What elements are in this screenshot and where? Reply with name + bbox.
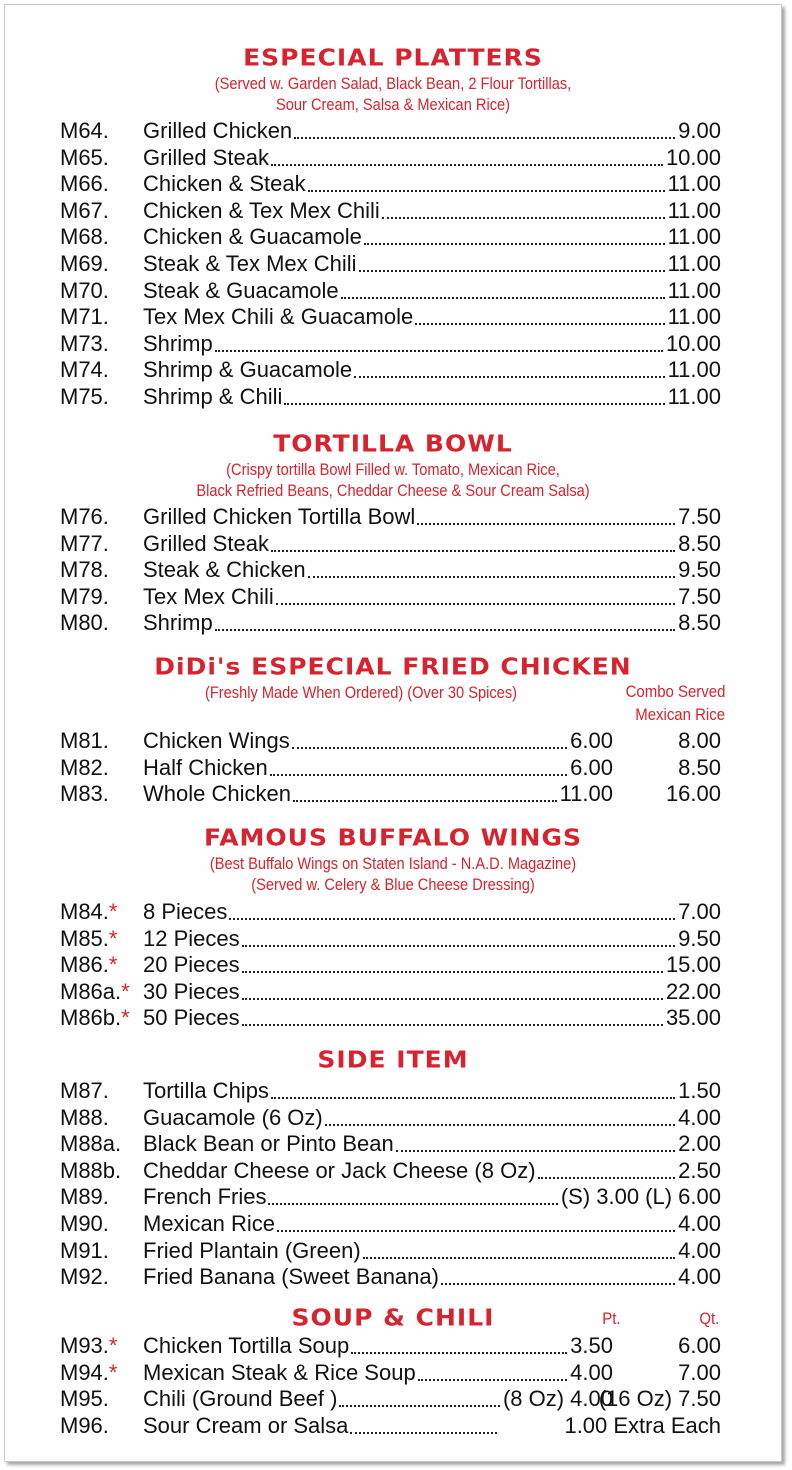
asterisk-mark: * [108,899,118,924]
item-code: M79. [60,583,109,609]
item-price: 11.00 [667,250,721,276]
item-name: 8 Pieces [143,899,228,924]
menu-item-row [5,198,781,225]
dot-leader [396,1150,675,1152]
item-price: 7.00 [678,899,721,924]
menu-item-row [5,1105,781,1132]
item-name: Mexican Steak & Rice Soup [143,1359,416,1385]
item-price: 2.00 [678,1131,721,1157]
item-price: 6.00 [570,728,613,753]
item-price: 11.00 [667,277,721,303]
menu-page [4,4,782,1462]
menu-item-row [5,926,781,953]
item-price: 11.00 [667,224,721,250]
item-name: Chili (Ground Beef ) [143,1386,338,1412]
item-code: M67. [60,197,109,223]
section-title: TORTILLA BOWL [273,430,513,457]
dot-leader [441,1283,675,1285]
item-name: 20 Pieces [143,952,240,978]
combo-price: 8.00 [678,728,721,753]
menu-item-row [5,1005,781,1032]
item-code: M88. [60,1104,109,1130]
menu-item-row [5,171,781,198]
item-name: Grilled Steak [143,144,269,170]
pint-price: 4.00 [570,1359,613,1385]
section-especial-platters [5,43,781,411]
dot-leader [418,1379,567,1381]
item-name: Black Bean or Pinto Bean [143,1131,394,1157]
item-code: M86b. [60,1005,122,1031]
item-code: M65. [60,144,109,170]
item-price: 8.50 [678,610,721,636]
menu-item-row [5,224,781,251]
item-name: Steak & Chicken [143,557,306,583]
item-code: M68. [60,224,109,250]
item-code: M84. [60,899,109,924]
dot-leader [339,1405,500,1407]
dot-leader [294,137,675,139]
item-code: M86a. [60,978,122,1004]
item-name: French Fries [143,1184,267,1210]
item-price: 4.00 [678,1210,721,1236]
item-name: Whole Chicken [143,781,291,807]
item-code: M83. [60,781,109,807]
item-price: 11.00 [667,357,721,383]
section-buffalo-wings [5,823,781,1032]
menu-item-row [5,1131,781,1158]
item-price: 10.00 [665,330,721,356]
item-code: M86. [60,952,109,978]
dot-leader [271,1097,675,1099]
section-title: SIDE ITEM [317,1046,469,1073]
item-code: M75. [60,383,109,409]
item-code: M89. [60,1184,109,1210]
menu-item-row [5,610,781,637]
menu-item-row [5,728,781,755]
item-name: 12 Pieces [143,925,240,951]
pint-price: (8 Oz) 4.00 [502,1386,613,1412]
menu-item-row [5,531,781,558]
asterisk-mark: * [121,1005,130,1031]
item-price: 6.00 [570,754,613,780]
menu-item-row [5,1158,781,1185]
dot-leader [350,1432,497,1434]
section-subtitle: Black Refried Beans, Cheddar Cheese & Sour Cream Salsa) [196,481,590,500]
quart-price: 7.00 [678,1359,721,1385]
menu-item-row [5,1078,781,1105]
item-code: M64. [60,118,109,143]
item-code: M91. [60,1237,109,1263]
menu-item-row [5,1333,781,1360]
section-subtitle: (Freshly Made When Ordered) (Over 30 Spices) [205,683,518,702]
menu-item-row [5,781,781,808]
item-name: Chicken & Guacamole [143,224,362,250]
menu-item-row [5,304,781,331]
dot-leader [284,403,664,405]
item-price: 35.00 [665,1005,721,1031]
item-price: 4.00 [678,1104,721,1130]
item-name: Fried Banana (Sweet Banana) [143,1264,439,1290]
item-name: Steak & Tex Mex Chili [143,250,357,276]
item-code: M93. [60,1333,109,1358]
item-price: 11.00 [667,304,721,330]
item-code: M92. [60,1264,109,1290]
section-soup-chili [5,1303,781,1439]
pint-header: Pt. [602,1309,621,1328]
item-code: M66. [60,171,109,197]
menu-item-row [5,755,781,782]
item-name: Tex Mex Chili [143,583,274,609]
section-subtitle: Sour Cream, Salsa & Mexican Rice) [275,95,511,114]
asterisk-mark: * [121,978,130,1004]
quart-price: 6.00 [678,1333,721,1358]
item-name: Tortilla Chips [143,1078,269,1103]
dot-leader [538,1177,676,1179]
section-subtitle: (Crispy tortilla Bowl Filled w. Tomato, Mexican Rice, [226,460,560,479]
item-price: 4.00 [678,1237,721,1263]
section-fried-chicken [5,652,781,808]
dot-leader [242,998,663,1000]
item-code: M82. [60,754,109,780]
dot-leader [308,190,665,192]
menu-item-row [5,1238,781,1265]
dot-leader [308,576,676,578]
quart-header: Qt. [699,1309,720,1328]
item-price: 10.00 [665,144,721,170]
section-subtitle: (Served w. Garden Salad, Black Bean, 2 Flour Tortillas, [214,74,572,93]
item-code: M77. [60,530,109,556]
item-price: 9.00 [678,118,721,143]
combo-price: 16.00 [665,781,721,807]
item-price: 11.00 [667,383,721,409]
dot-leader [277,1230,675,1232]
section-tortilla-bowl [5,429,781,637]
item-code: M78. [60,557,109,583]
item-code: M70. [60,277,109,303]
menu-item-row [5,1264,781,1291]
item-price: 11.00 [667,171,721,197]
dot-leader [415,323,664,325]
dot-leader [359,270,665,272]
item-code: M76. [60,504,109,529]
menu-item-row [5,1184,781,1211]
combo-price: 8.50 [678,754,721,780]
menu-item-row [5,1211,781,1238]
dot-leader [271,550,675,552]
menu-item-row [5,952,781,979]
menu-item-row [5,384,781,411]
item-price: 15.00 [665,952,721,978]
item-code: M85. [60,925,109,951]
dot-leader [215,629,675,631]
combo-header: Combo Served [625,682,725,701]
asterisk-mark: * [108,1333,118,1358]
quart-price: (16 Oz) 7.50 [598,1386,721,1412]
menu-item-row [5,278,781,305]
item-code: M95. [60,1386,109,1412]
pint-price: 3.50 [570,1333,613,1358]
item-price: 11.00 [667,197,721,223]
section-title: ESPECIAL PLATTERS [243,44,543,71]
menu-item-row [5,899,781,926]
asterisk-mark: * [108,1359,118,1385]
item-name: Chicken & Tex Mex Chili [143,197,380,223]
item-name: 30 Pieces [143,978,240,1004]
menu-item-row [5,557,781,584]
item-name: Shrimp [143,610,213,636]
item-price: 4.00 [678,1264,721,1290]
item-name: Grilled Chicken Tortilla Bowl [143,504,416,529]
item-code: M80. [60,610,109,636]
item-code: M69. [60,250,109,276]
item-code: M90. [60,1210,109,1236]
menu-item-row [5,979,781,1006]
item-name: Shrimp & Chili [143,383,283,409]
item-name: Shrimp [143,330,213,356]
menu-item-row [5,145,781,172]
dot-leader [417,523,675,525]
asterisk-mark: * [108,952,118,978]
menu-item-row [5,584,781,611]
dot-leader [325,1124,675,1126]
item-name: Chicken Wings [143,728,290,753]
item-name: 50 Pieces [143,1005,240,1031]
menu-item-row [5,504,781,531]
item-name: Fried Plantain (Green) [143,1237,361,1263]
menu-item-row [5,331,781,358]
item-name: Grilled Chicken [143,118,293,143]
item-code: M81. [60,728,109,753]
section-subtitle: (Best Buffalo Wings on Staten Island - N.A.D. Magazine) [209,854,577,873]
item-name: Chicken & Steak [143,171,306,197]
item-price: 7.50 [678,583,721,609]
dot-leader [215,350,663,352]
section-side-item [5,1045,781,1291]
item-name: Mexican Rice [143,1210,276,1236]
item-code: M88a. [60,1131,122,1157]
dot-leader [270,774,567,776]
item-name: Half Chicken [143,754,268,780]
item-price: 1.50 [678,1078,721,1103]
item-name: Chicken Tortilla Soup [143,1333,350,1358]
item-code: M88b. [60,1157,122,1183]
item-name: Grilled Steak [143,530,269,556]
item-name: Sour Cream or Salsa [143,1412,349,1438]
item-name: Shrimp & Guacamole [143,357,353,383]
dot-leader [292,747,567,749]
section-subtitle: (Served w. Celery & Blue Cheese Dressing) [251,875,535,894]
dot-leader [242,945,676,947]
menu-item-row [5,1386,781,1413]
item-price: 22.00 [665,978,721,1004]
menu-item-row [5,1360,781,1387]
quart-price: 1.00 Extra Each [564,1412,721,1438]
dot-leader [276,603,675,605]
dot-leader [268,1203,557,1205]
item-price: 8.50 [678,530,721,556]
item-price: 2.50 [678,1157,721,1183]
item-price: 9.50 [678,925,721,951]
item-code: M94. [60,1359,109,1385]
item-name: Steak & Guacamole [143,277,339,303]
menu-item-row [5,357,781,384]
item-price: 9.50 [678,557,721,583]
section-title: SOUP & CHILI [291,1304,495,1331]
dot-leader [354,376,664,378]
dot-leader [341,297,665,299]
section-title: DiDi's ESPECIAL FRIED CHICKEN [154,653,632,680]
item-code: M96. [60,1412,109,1438]
item-price: 7.50 [678,504,721,529]
dot-leader [242,971,663,973]
item-code: M74. [60,357,109,383]
item-name: Cheddar Cheese or Jack Cheese (8 Oz) [143,1157,536,1183]
item-price: (S) 3.00 (L) 6.00 [560,1184,721,1210]
item-code: M73. [60,330,109,356]
dot-leader [229,918,675,920]
menu-item-row [5,251,781,278]
dot-leader [271,164,663,166]
item-name: Tex Mex Chili & Guacamole [143,304,414,330]
item-code: M87. [60,1078,109,1103]
dot-leader [364,243,665,245]
menu-item-row [5,118,781,145]
dot-leader [242,1024,663,1026]
item-name: Guacamole (6 Oz) [143,1104,323,1130]
dot-leader [382,217,665,219]
menu-item-row [5,1413,781,1440]
item-price: 11.00 [559,781,613,807]
dot-leader [363,1257,676,1259]
combo-header: Mexican Rice [635,705,725,724]
section-title: FAMOUS BUFFALO WINGS [203,824,582,851]
asterisk-mark: * [108,925,118,951]
item-code: M71. [60,304,109,330]
dot-leader [351,1352,567,1354]
dot-leader [293,800,557,802]
